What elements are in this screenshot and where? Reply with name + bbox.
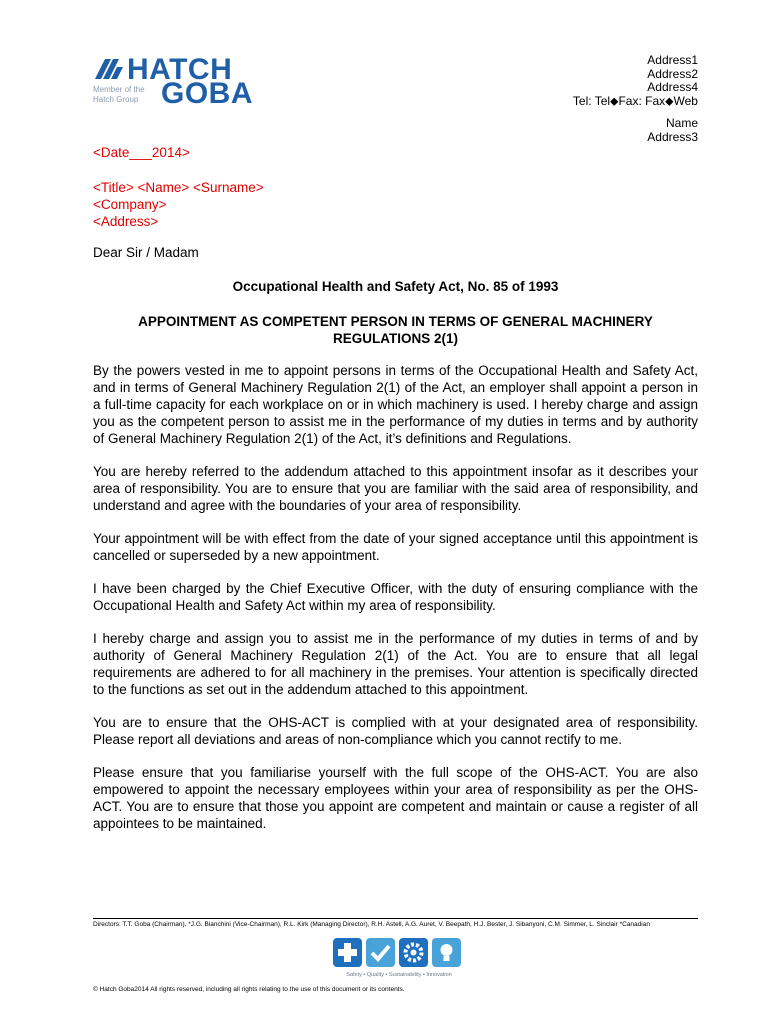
sender-address3: Address3 <box>647 130 698 144</box>
footer-divider <box>93 918 698 919</box>
check-icon <box>366 938 395 967</box>
member-line-2: Hatch Group <box>93 95 139 104</box>
logo-word-hatch: HATCH <box>127 53 233 86</box>
salutation: Dear Sir / Madam <box>93 245 199 260</box>
appointment-heading: APPOINTMENT AS COMPETENT PERSON IN TERMS OF GENERAL MACHINERY REGULATIONS 2(1) <box>138 314 653 346</box>
logo-mark-icon <box>93 57 123 79</box>
act-heading: Occupational Health and Safety Act, No. 85 of 1993 <box>232 279 559 294</box>
recipient-name: <Title> <Name> <Surname> <box>93 180 264 195</box>
paragraph: By the powers vested in me to appoint persons in terms of the Occupational Health and Safety Act, and in terms of General Machinery Regulation 2(1) of the Act, an employer shall appoint a person in a full-time capacity for each workplace on or in which machinery is used. I hereby charge and assign you as the competent person to assist me in the performance of my duties in terms and by authority of General Machinery Regulation 2(1) of the Act, it’s definitions and Regulations. <box>93 363 698 446</box>
paragraph: I have been charged by the Chief Executive Officer, with the duty of ensuring compliance with the Occupational Health and Safety Act within my area of responsibility. <box>93 581 698 613</box>
copyright-notice: © Hatch Goba2014 All rights reserved, including all rights relating to the use of this document or its contents. <box>93 986 405 993</box>
values-icons <box>333 938 463 972</box>
bulb-icon <box>432 938 461 967</box>
cross-icon <box>333 938 362 967</box>
company-logo <box>93 55 273 110</box>
recipient-address: <Address> <box>93 214 159 229</box>
paragraph: I hereby charge and assign you to assist me in the performance of my duties in terms of and by authority of General Machinery Regulation 2(1) of the Act. You are to ensure that all legal requirements are adhered to for all machinery in the premises. Your attention is specifically directed to the functions as set out in the addendum attached to this appointment. <box>93 631 698 697</box>
sender-contact: Tel: Tel⬥Fax: Fax⬥Web <box>572 93 698 108</box>
letter-date: <Date___2014> <box>93 145 190 160</box>
paragraph: You are hereby referred to the addendum attached to this appointment insofar as it describes your area of responsibility. You are to ensure that you are familiar with the said area of responsibility, and understand and agree with the boundaries of your area of responsibility. <box>93 464 698 513</box>
logo-word-goba: GOBA <box>161 77 253 110</box>
recipient-block <box>93 179 264 230</box>
directors-list: Directors: T.T. Goba (Chairman), *J.G. Bianchini (Vice-Chairman), R.L. Kirk (Managing Director), R.H. Astell, A.G. Auret, V. Beepath, H.J. Bester, J. Sibanyoni, C.M. Simmer, L. Sinclair *Canadian <box>93 921 650 928</box>
sender-address1: Address1 <box>647 53 698 67</box>
sender-address <box>573 54 698 108</box>
paragraph: Please ensure that you familiarise yourself with the full scope of the OHS-ACT. You are also empowered to appoint the necessary employees within your area of responsibility as per the OHS-ACT. You are to ensure that those you appoint are competent and maintain or cause a register of all appointees to be maintained. <box>93 765 698 831</box>
member-line-1: Member of the <box>93 85 145 94</box>
logo-member-text <box>93 85 159 105</box>
letter-body <box>93 362 698 848</box>
paragraph: Your appointment will be with effect from the date of your signed acceptance until this appointment is cancelled or superseded by a new appointment. <box>93 531 698 563</box>
sender-address4: Address4 <box>647 80 698 95</box>
sender-name: Name <box>665 116 698 130</box>
paragraph: You are to ensure that the OHS-ACT is complied with at your designated area of responsibility. Please report all deviations and areas of non-compliance which you cannot rectify to me. <box>93 715 698 747</box>
sender-name-block <box>647 116 698 144</box>
recipient-company: <Company> <box>93 197 167 212</box>
values-tagline: Safety • Quality • Sustainability • Innovation <box>346 972 452 978</box>
gear-icon <box>399 938 428 967</box>
sender-address2: Address2 <box>647 66 698 81</box>
